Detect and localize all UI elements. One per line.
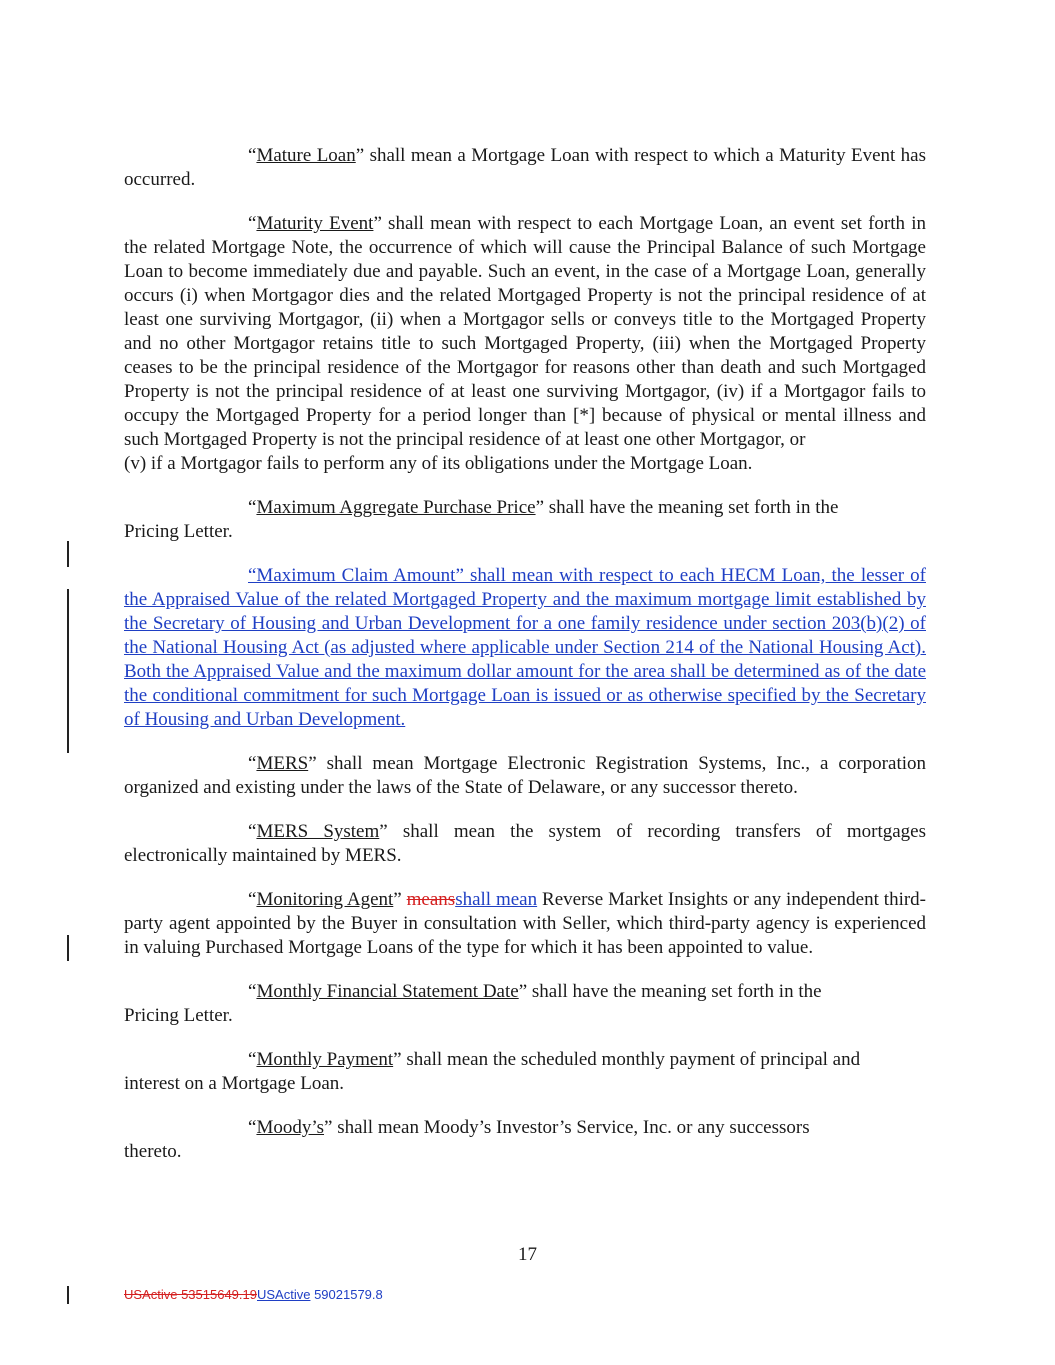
term-max-aggregate: Maximum Aggregate Purchase Price <box>256 497 536 518</box>
definition-monthly-payment: “Monthly Payment” shall mean the scheduled monthly payment of principal and interest on a Mortgage Loan. <box>124 1049 861 1094</box>
footer-inserted-id: USActive <box>256 1287 311 1302</box>
footer-id-number: 59021579.8 <box>310 1287 383 1302</box>
definition-mature-loan: “Mature Loan” shall mean a Mortgage Loan with respect to which a Maturity Event has occurred. <box>124 145 927 190</box>
definition-monthly-fsd: “Monthly Financial Statement Date” shall have the meaning set forth in the Pricing Letter. <box>124 981 822 1026</box>
definition-maturity-event: “Maturity Event” shall mean with respect to each Mortgage Loan, an event set forth in the related Mortgage Note, the occurrence of which will cause the Principal Balance of such Mortgage Loan to become immediately due and payable. Such an event, in the case of a Mortgage Loan, generally occurs (i) when Mortgagor dies and the related Mortgaged Property is not the principal residence of at least one surviving Mortgagor, (ii) when a Mortgagor sells or conveys title to the Mortgaged Property and no other Mortgagor retains title to such Mortgaged Property, (iii) when the Mortgaged Property ceases to be the principal residence of the Mortgagor for reasons other than death and such Mortgaged Property is not the principal residence of at least one surviving Mortgagor, (iv) if a Mortgagor fails to occupy the Mortgaged Property for a period longer than [*] because of physical or mental illness and such Mortgaged Property is not the principal residence of at least one other Mortgagor, or (v) if a Mortgagor fails to perform any of its obligations under the Mortgage Loan. <box>124 213 927 474</box>
term-maturity-event: Maturity Event <box>256 213 374 234</box>
document-footer-id <box>124 1287 383 1302</box>
term-moodys: Moody’s <box>256 1117 325 1138</box>
change-bar-monitoring-agent <box>67 935 69 961</box>
term-mature-loan: Mature Loan <box>256 145 356 166</box>
definition-max-claim-inserted <box>124 564 926 732</box>
term-monthly-payment: Monthly Payment <box>256 1049 394 1070</box>
term-mers-system: MERS System <box>256 821 380 842</box>
definition-mers-system: “MERS System” shall mean the system of recording transfers of mortgages electronically maintained by MERS. <box>124 821 926 866</box>
document-body <box>124 144 926 1184</box>
term-monitoring-agent: Monitoring Agent <box>256 889 394 910</box>
definition-monitoring-agent: “Monitoring Agent” meansshall mean Reverse Market Insights or any independent third-party agent appointed by the Buyer in consultation with Seller, which third-party agency is experienced in valuing Purchased Mortgage Loans of the type for which it has been appointed to value. <box>124 889 927 958</box>
term-mers: MERS <box>256 753 309 774</box>
change-bar-max-claim <box>67 589 69 753</box>
change-bar-footer <box>67 1286 69 1304</box>
definition-moodys: “Moody’s” shall mean Moody’s Investor’s Service, Inc. or any successors thereto. <box>124 1117 810 1162</box>
deleted-text-means: means <box>406 889 456 910</box>
inserted-text-max-claim: “Maximum Claim Amount” shall mean with respect to each HECM Loan, the lesser of the Appraised Value of the related Mortgaged Property and the maximum mortgage limit established by the Secretary of Housing and Urban Development for a one family residence under section 203(b)(2) of the National Housing Act (as adjusted where applicable under Section 214 of the National Housing Act). Both the Appraised Value and the maximum dollar amount for the area shall be determined as of the date the conditional commitment for such Mortgage Loan is issued or as otherwise specified by the Secretary of Housing and Urban Development. <box>124 565 926 730</box>
footer-deleted-id: USActive 53515649.19 <box>124 1287 257 1302</box>
definition-mers: “MERS” shall mean Mortgage Electronic Registration Systems, Inc., a corporation organized and existing under the laws of the State of Delaware, or any successor thereto. <box>124 753 926 798</box>
change-bar-max-aggregate <box>67 541 69 567</box>
definition-max-aggregate: “Maximum Aggregate Purchase Price” shall have the meaning set forth in the Pricing Letter. <box>124 497 839 542</box>
inserted-text-shall-mean: shall mean <box>455 889 538 910</box>
page-number: 17 <box>518 1244 537 1265</box>
term-monthly-fsd: Monthly Financial Statement Date <box>256 981 519 1002</box>
